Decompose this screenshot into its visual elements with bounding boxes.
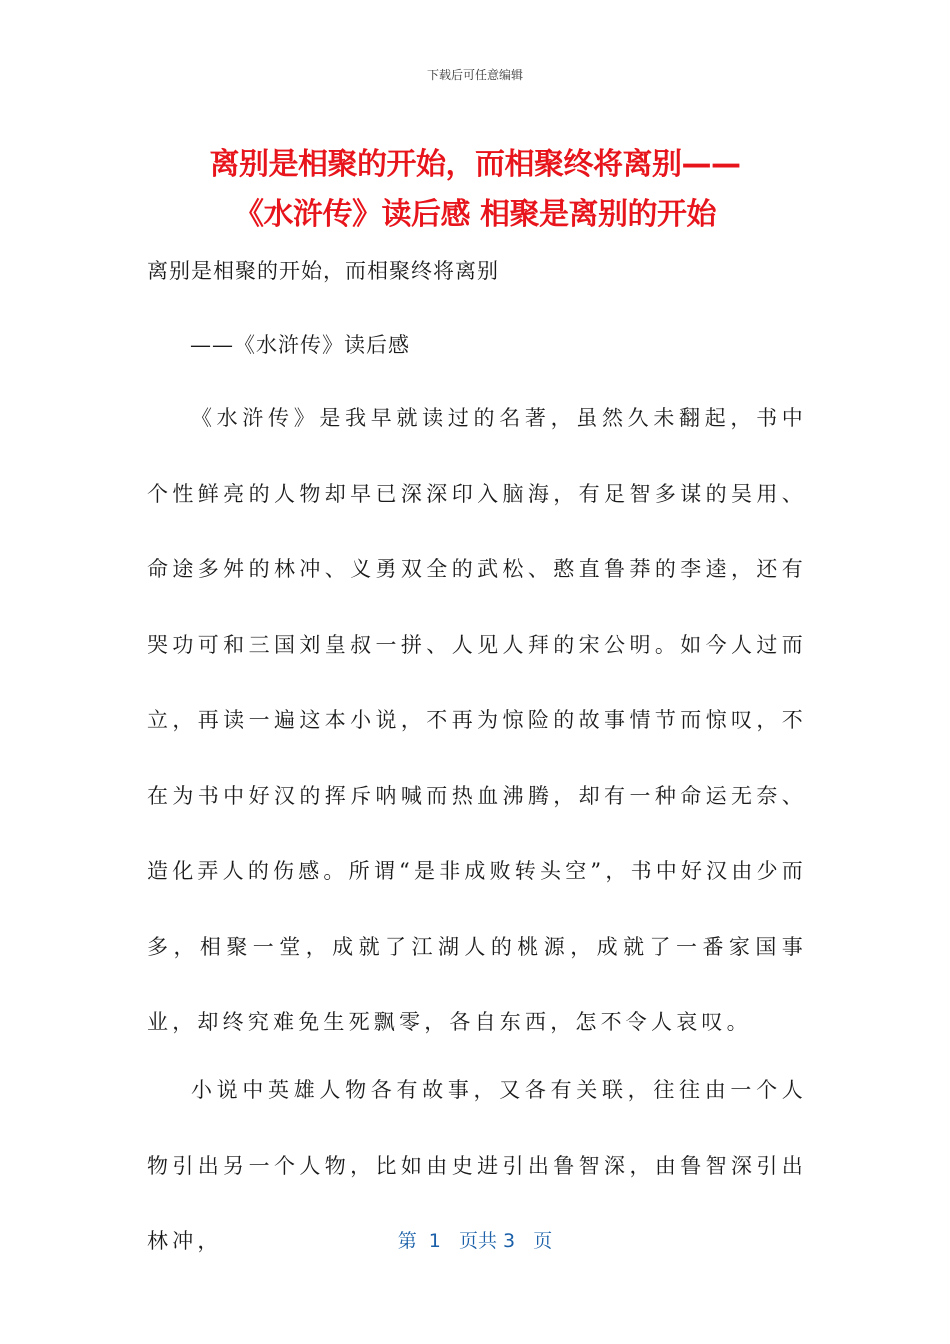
paragraph-1: 《水浒传》是我早就读过的名著，虽然久未翻起，书中个性鲜亮的人物却早已深深印入脑海，有足智多谋的吴用、命途多舛的林冲、义勇双全的武松、憨直鲁莽的李逵，还有哭功可和三国刘皇叔一拼、人见人拜的宋公明。如今人过而立，再读一遍这本小说，不再为惊险的故事情节而惊叹，不在为书中好汉的挥斥呐喊而热血沸腾，却有一种命运无奈、造化弄人的伤感。所谓“是非成败转头空”，书中好汉由少而多，相聚一堂，成就了江湖人的桃源，成就了一番家国事业，却终究难免生死飘零，各自东西，怎不令人哀叹。 (147, 406, 807, 1034)
page-number: 第 1 页共 3 页 (397, 1230, 553, 1252)
byline: ——《水浒传》读后感 (190, 333, 410, 357)
header-note: 下载后可任意编辑 (426, 68, 523, 82)
document-title (60, 140, 890, 240)
title-line-2: 《水浒传》读后感 相聚是离别的开始 (234, 197, 716, 232)
paragraph-2: 小说中英雄人物各有故事，又各有关联，往往由一个人物引出另一个人物，比如由史进引出鲁智深，由鲁智深引出林冲， (147, 1078, 807, 1253)
subtitle: 离别是相聚的开始，而相聚终将离别 (147, 259, 499, 283)
title-line-1: 离别是相聚的开始，而相聚终将离别—— (209, 147, 741, 182)
